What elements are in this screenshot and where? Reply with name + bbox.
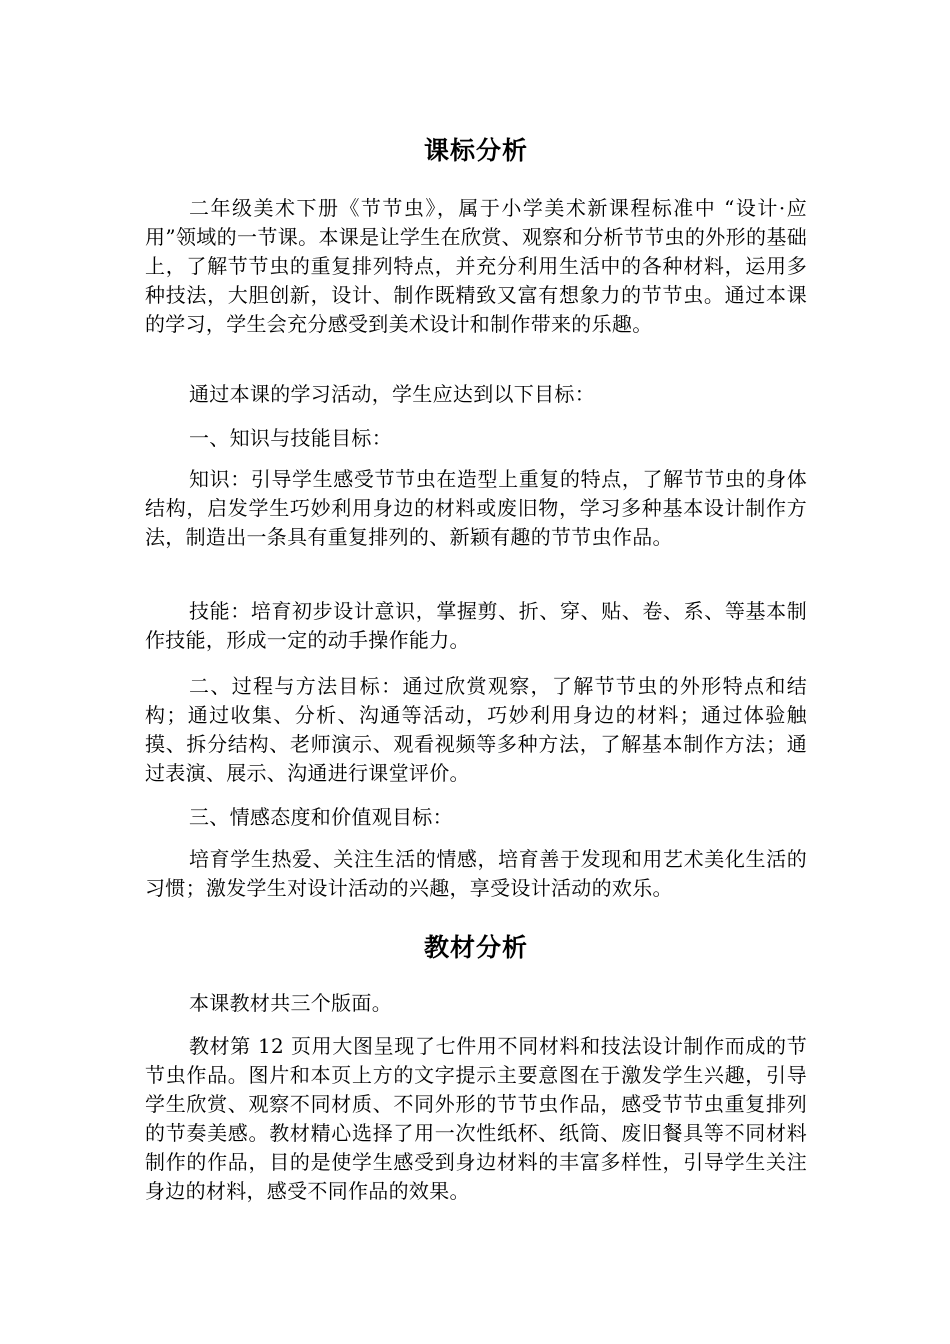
paragraph-goal-1-heading: 一、知识与技能目标：	[189, 426, 392, 450]
paragraph-goal-3-heading: 三、情感态度和价值观目标：	[189, 805, 453, 829]
paragraph-intro: 二年级美术下册《节节虫》，属于小学美术新课程标准中 “设计·应用”领域的一节课。本课是让学生在欣赏、观察和分析节节虫的外形的基础上，了解节节虫的重复排列特点，并充分利用生活中的各种材料，运用多种技法，大胆创新，设计、制作既精致又富有想象力的节节虫。通过本课的学习，学生会充分感受到美术设计和制作带来的乐趣。	[145, 196, 807, 336]
paragraph-textbook-pages: 本课教材共三个版面。	[189, 991, 392, 1015]
section-title-textbook-analysis: 教材分析	[423, 933, 528, 962]
paragraph-textbook-detail: 教材第 12 页用大图呈现了七件用不同材料和技法设计制作而成的节节虫作品。图片和本页上方的文字提示主要意图在于激发学生兴趣，引导学生欣赏、观察不同材质、不同外形的节节虫作品，感受节节虫重复排列的节奏美感。教材精心选择了用一次性纸杯、纸筒、废旧餐具等不同材料制作的作品，目的是使学生感受到身边材料的丰富多样性，引导学生关注身边的材料，感受不同作品的效果。	[145, 1034, 807, 1203]
paragraph-process-method: 二、过程与方法目标：通过欣赏观察，了解节节虫的外形特点和结构；通过收集、分析、沟通等活动，巧妙利用身边的材料；通过体验触摸、拆分结构、老师演示、观看视频等多种方法，了解基本制作方法；通过表演、展示、沟通进行课堂评价。	[145, 674, 807, 785]
paragraph-knowledge: 知识：引导学生感受节节虫在造型上重复的特点，了解节节虫的身体结构，启发学生巧妙利用身边的材料或废旧物，学习多种基本设计制作方法，制造出一条具有重复排列的、新颖有趣的节节虫作品。	[145, 467, 807, 549]
paragraph-skills: 技能：培育初步设计意识，掌握剪、折、穿、贴、卷、系、等基本制作技能，形成一定的动手操作能力。	[145, 599, 807, 652]
section-title-curriculum-analysis: 课标分析	[423, 136, 528, 165]
paragraph-goals-lead: 通过本课的学习活动，学生应达到以下目标：	[189, 382, 595, 406]
paragraph-emotion: 培育学生热爱、关注生活的情感，培育善于发现和用艺术美化生活的习惯；激发学生对设计活动的兴趣，享受设计活动的欢乐。	[145, 847, 807, 900]
